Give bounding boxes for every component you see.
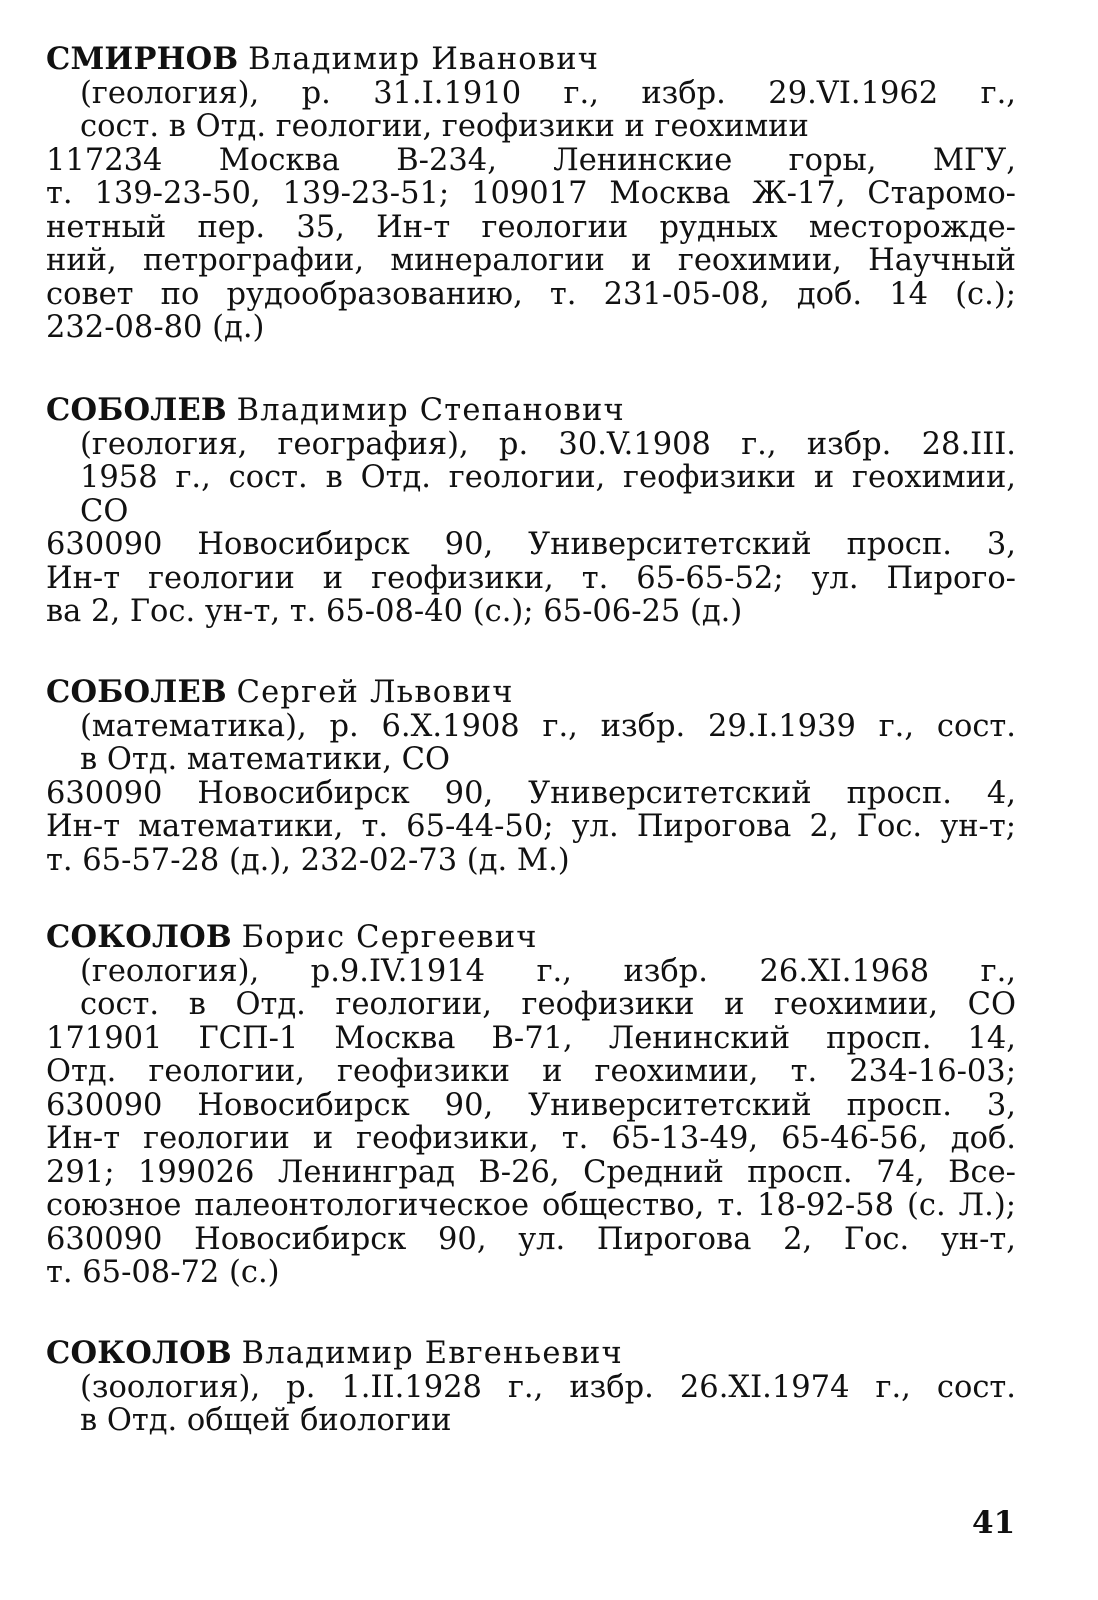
entry-details-line: сост. в Отд. геологии, геофизики и геохимии, СО (80, 988, 1016, 1022)
page-number: 41 (972, 1505, 1016, 1541)
entry-sokolov-vladimir (46, 1337, 1016, 1438)
entry-sobolev-sergey (46, 676, 1016, 877)
entry-details-line: (математика), р. 6.X.1908 г., избр. 29.I.1939 г., сост. (80, 709, 1016, 743)
entry-details-line: в Отд. общей биологии (80, 1404, 452, 1438)
entry-details-line: 1958 г., сост. в Отд. геологии, геофизики и геохимии, (80, 461, 1016, 495)
entry-address-line: Ин-т математики, т. 65-44-50; ул. Пирогова 2, Гос. ун-т; (46, 810, 1016, 844)
entry-sokolov-boris (46, 921, 1016, 1290)
entry-heading (46, 43, 1016, 77)
entry-address-line: союзное палеонтологическое общество, т. 18-92-58 (с. Л.); (46, 1189, 1016, 1223)
entry-address-line: ний, петрографии, минералогии и геохимии, Научный (46, 244, 1016, 278)
entry-heading (46, 676, 1016, 710)
entry-address-line: нетный пер. 35, Ин-т геологии рудных месторожде- (46, 210, 1016, 244)
entry-given-name: Владимир Степанович (236, 394, 625, 428)
entry-address-line: Ин-т геологии и геофизики, т. 65-65-52; ул. Пирого- (46, 561, 1016, 595)
entry-given-name: Владимир Евгеньевич (241, 1337, 623, 1371)
entry-smirnov-vladimir (46, 43, 1016, 345)
entry-address-line: Отд. геологии, геофизики и геохимии, т. 234-16-03; (46, 1055, 1016, 1089)
entry-address-line: 630090 Новосибирск 90, Университетский просп. 4, (46, 776, 1016, 810)
entry-address-line: т. 65-57-28 (д.), 232-02-73 (д. М.) (46, 843, 570, 877)
entry-given-name: Сергей Львович (236, 676, 514, 710)
entry-address-line: 171901 ГСП-1 Москва В-71, Ленинский просп. 14, (46, 1021, 1016, 1055)
entry-address-line: т. 65-08-72 (с.) (46, 1256, 280, 1290)
entry-address-line: ва 2, Гос. ун-т, т. 65-08-40 (с.); 65-06-25 (д.) (46, 595, 743, 629)
entry-details-line: (зоология), р. 1.II.1928 г., избр. 26.XI.1974 г., сост. (80, 1370, 1016, 1404)
entry-details-line: сост. в Отд. геологии, геофизики и геохимии (80, 110, 809, 144)
entry-surname: СОКОЛОВ (46, 921, 232, 955)
entry-details-line: в Отд. математики, СО (80, 743, 450, 777)
entry-surname: СОБОЛЕВ (46, 676, 227, 710)
entry-given-name: Владимир Иванович (248, 43, 600, 77)
entry-address-line: т. 139-23-50, 139-23-51; 109017 Москва Ж-17, Старомо- (46, 177, 1016, 211)
entry-heading (46, 1337, 1016, 1371)
entry-surname: СОБОЛЕВ (46, 394, 227, 428)
entry-heading (46, 394, 1016, 428)
entry-given-name: Борис Сергеевич (241, 921, 538, 955)
entry-address-line: 117234 Москва В-234, Ленинские горы, МГУ, (46, 143, 1016, 177)
entry-details-line: СО (80, 494, 129, 528)
entry-address-line: 630090 Новосибирск 90, Университетский просп. 3, (46, 1088, 1016, 1122)
entry-surname: СМИРНОВ (46, 43, 239, 77)
entry-details-line: (геология, география), р. 30.V.1908 г., избр. 28.III. (80, 427, 1016, 461)
entry-heading (46, 921, 1016, 955)
entry-address-line: 630090 Новосибирск 90, ул. Пирогова 2, Гос. ун-т, (46, 1222, 1016, 1256)
entry-details-line: (геология), р. 31.I.1910 г., избр. 29.VI.1962 г., (80, 76, 1016, 110)
entry-address-line: Ин-т геологии и геофизики, т. 65-13-49, 65-46-56, доб. (46, 1122, 1016, 1156)
entry-address-line: 630090 Новосибирск 90, Университетский просп. 3, (46, 528, 1016, 562)
entry-details-line: (геология), р.9.IV.1914 г., избр. 26.XI.1968 г., (80, 954, 1016, 988)
entry-address-line: 232-08-80 (д.) (46, 311, 265, 345)
entry-address-line: совет по рудообразованию, т. 231-05-08, доб. 14 (с.); (46, 277, 1016, 311)
entry-address-line: 291; 199026 Ленинград В-26, Средний просп. 74, Все- (46, 1155, 1016, 1189)
entry-surname: СОКОЛОВ (46, 1337, 232, 1371)
entry-sobolev-vladimir (46, 394, 1016, 629)
